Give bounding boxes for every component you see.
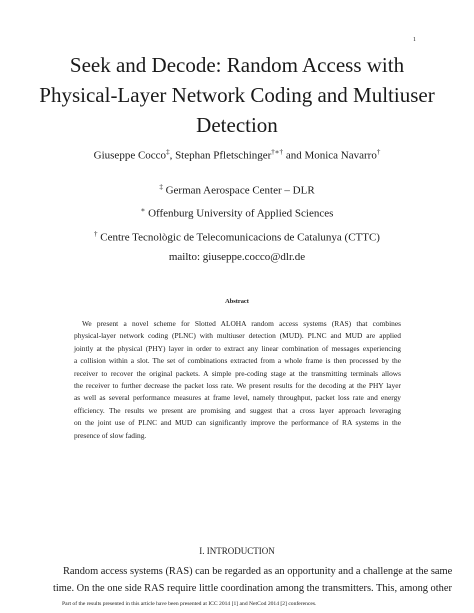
author-name: Giuseppe Cocco [93, 149, 167, 162]
contact-email: mailto: giuseppe.cocco@dlr.de [168, 251, 306, 264]
affiliation-list [30, 178, 444, 268]
affiliation-mark: ‡ [166, 148, 170, 156]
affiliation-text: Offenburg University of Applied Sciences [145, 208, 334, 221]
body-line: time. On the one side RAS require little coordination among the transmitters. This, among other [53, 583, 452, 595]
affiliation-mark: †∗† [271, 148, 284, 156]
introduction-body [53, 563, 453, 598]
affiliation-line [30, 201, 444, 224]
footnote: Part of the results presented in this article have been presented at ICC 2014 [1] and NetCod 2014 [2] conferences. [62, 601, 317, 607]
title-line-1: Seek and Decode: Random Access with [69, 53, 405, 77]
abstract-line: as well as several performance measures at frame level, namely throughput, packet loss rate and energy [74, 393, 401, 403]
page-number: 1 [413, 37, 416, 43]
affiliation-line [30, 178, 444, 201]
author-separator: , [169, 149, 176, 162]
section-heading [30, 546, 444, 556]
abstract-line: the receiver to further decrease the packet loss rate. We present results for the decoding at the PHY layer [74, 381, 401, 391]
affiliation-mark: ∗ [140, 206, 146, 215]
abstract-body [74, 318, 401, 442]
section-title-initial: I [206, 546, 210, 556]
title-line-3: Detection [196, 113, 278, 137]
abstract-line: We present a novel scheme for Slotted ALOHA random access systems (RAS) that combines [82, 319, 401, 328]
author-list [30, 148, 444, 162]
abstract-line: presence of slow fading. [74, 430, 147, 440]
section-title-rest: NTRODUCTION [209, 546, 275, 556]
abstract-line: physical-layer network coding (PLNC) with multiuser detection (MUD). PLNC and MUD are applied [74, 331, 401, 341]
author-name: Stephan Pfletschinger [175, 149, 272, 162]
abstract-line: jointly at the physical (PHY) layer in order to extract any linear combination of messages experiencing [74, 343, 401, 353]
paper-title [30, 50, 444, 140]
abstract-line: a collision within a slot. The set of combinations extracted from a whole frame is then processed by the [74, 356, 401, 366]
title-line-2: Physical-Layer Network Coding and Multiuser [39, 83, 435, 107]
author-name: Monica Navarro [304, 149, 377, 162]
abstract-heading: Abstract [225, 298, 249, 305]
author-separator: and [283, 149, 305, 162]
abstract-line: efficiency. The results we present are promising and suggest that a cross layer approach leveraging [74, 405, 401, 415]
body-line: Random access systems (RAS) can be regarded as an opportunity and a challenge at the same [63, 566, 453, 577]
abstract-line: receiver to recover the original packets. A simple pre-coding stage at the transmitting terminals allows [74, 368, 401, 378]
section-number: I. [199, 546, 205, 556]
affiliation-mark: † [94, 229, 98, 238]
abstract-line: on the joint use of PLNC and MUD can significantly improve the performance of RA systems in the [74, 418, 401, 428]
affiliation-line [30, 225, 444, 248]
affiliation-text: German Aerospace Center – DLR [162, 184, 315, 197]
affiliation-text: Centre Tecnològic de Telecomunicacions de Catalunya (CTTC) [97, 231, 380, 244]
affiliation-mark: † [376, 148, 381, 156]
affiliation-mark: ‡ [159, 183, 163, 191]
